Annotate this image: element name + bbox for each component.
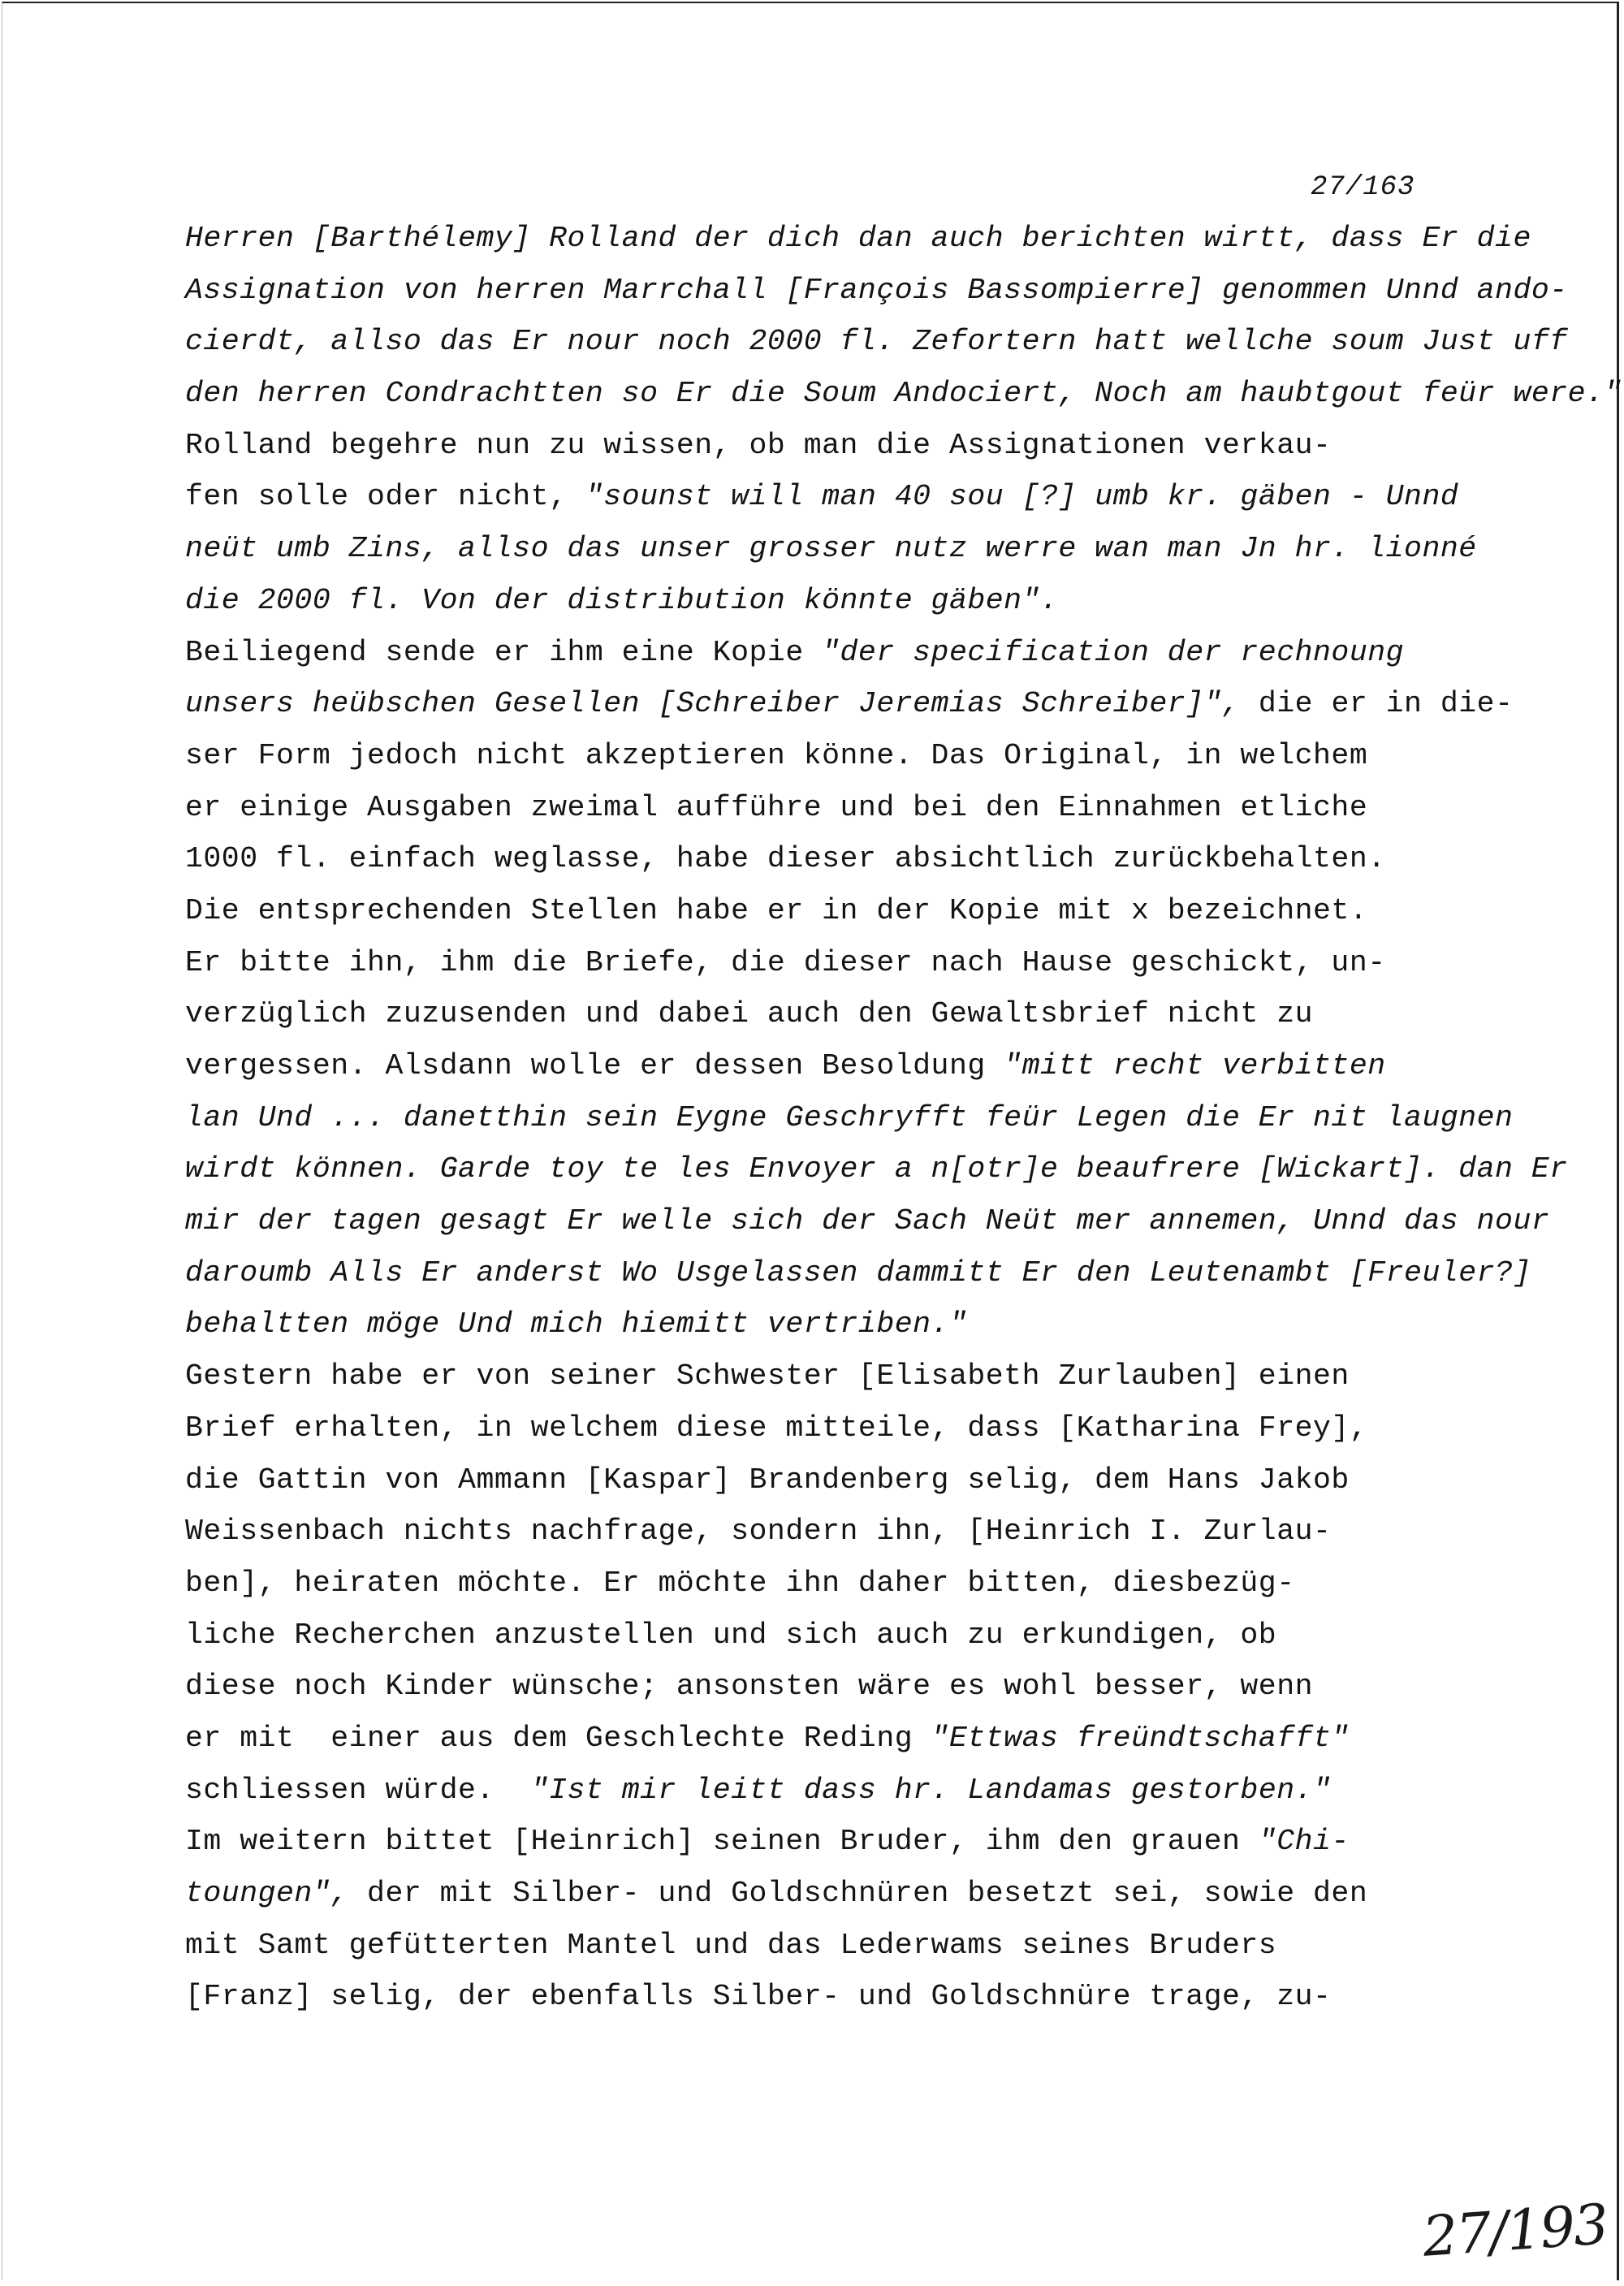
text-line bbox=[185, 1040, 1492, 1092]
text-line bbox=[185, 1092, 1514, 1144]
text-line bbox=[185, 678, 1514, 730]
summary-text: Beiliegend sende er ihm eine Kopie bbox=[185, 635, 823, 669]
text-line bbox=[185, 782, 1492, 834]
text-line bbox=[185, 1610, 1492, 1662]
text-line bbox=[185, 471, 1492, 523]
summary-text: mit Samt gefütterten Mantel und das Lederwams seines Bruders bbox=[185, 1928, 1277, 1962]
quoted-source-text: wirdt können. Garde toy te les Envoyer a n[otr]e beaufrere [Wickart]. dan Er bbox=[185, 1152, 1568, 1186]
text-line bbox=[185, 1971, 1492, 2023]
summary-text: diese noch Kinder wünsche; ansonsten wäre es wohl besser, wenn bbox=[185, 1670, 1314, 1704]
text-line bbox=[185, 937, 1492, 989]
quoted-source-text: Assignation von herren Marrchall [François Bassompierre] genommen Unnd ando- bbox=[185, 273, 1568, 307]
text-line bbox=[185, 885, 1492, 937]
quoted-source-text: die 2000 fl. Von der distribution könnte gäben". bbox=[185, 583, 1059, 617]
text-line bbox=[185, 627, 1492, 679]
text-line bbox=[185, 1558, 1492, 1610]
text-line bbox=[185, 1868, 1492, 1920]
summary-text: liche Recherchen anzustellen und sich auch zu erkundigen, ob bbox=[185, 1618, 1277, 1652]
text-line bbox=[185, 575, 1492, 627]
summary-text: Rolland begehre nun zu wissen, ob man die Assignationen verkau- bbox=[185, 428, 1332, 462]
quoted-source-text: cierdt, allso das Er nour noch 2000 fl. Zefortern hatt wellche soum Just uff bbox=[185, 325, 1568, 359]
summary-text: Im weitern bittet [Heinrich] seinen Bruder, ihm den grauen bbox=[185, 1825, 1259, 1859]
quoted-source-text: Herren [Barthélemy] Rolland der dich dan auch berichten wirtt, dass Er die bbox=[185, 222, 1531, 255]
quoted-source-text: "mitt recht verbitten bbox=[1004, 1049, 1386, 1083]
summary-text: Gestern habe er von seiner Schwester [Elisabeth Zurlauben] einen bbox=[185, 1359, 1350, 1394]
quoted-source-text: "sounst will man 40 sou [?] umb kr. gäben - Unnd bbox=[585, 480, 1459, 514]
summary-text: fen solle oder nicht, bbox=[185, 480, 585, 514]
text-line bbox=[185, 1195, 1550, 1247]
summary-text: 1000 fl. einfach weglasse, habe dieser absichtlich zurückbehalten. bbox=[185, 842, 1386, 876]
summary-text: Er bitte ihn, ihm die Briefe, die dieser nach Hause geschickt, un- bbox=[185, 945, 1386, 979]
text-line bbox=[185, 1454, 1492, 1506]
summary-text: Die entsprechenden Stellen habe er in der Kopie mit x bezeichnet. bbox=[185, 893, 1368, 927]
quoted-source-text: daroumb Alls Er anderst Wo Usgelassen dammitt Er den Leutenambt [Freuler?] bbox=[185, 1255, 1531, 1290]
summary-text: Brief erhalten, in welchem diese mitteile, dass [Katharina Frey], bbox=[185, 1411, 1368, 1445]
summary-text: die Gattin von Ammann [Kaspar] Brandenberg selig, dem Hans Jakob bbox=[185, 1463, 1350, 1497]
text-line bbox=[185, 1661, 1492, 1713]
quoted-source-text: unsers heübschen Gesellen [Schreiber Jeremias Schreiber]", bbox=[185, 687, 1241, 721]
quoted-source-text: behaltten möge Und mich hiemitt vertriben." bbox=[185, 1307, 968, 1342]
text-line bbox=[185, 1350, 1492, 1402]
text-line bbox=[185, 1402, 1492, 1454]
page-number: 27/163 bbox=[1311, 172, 1415, 203]
text-line bbox=[185, 1143, 1568, 1195]
text-line bbox=[185, 1816, 1492, 1868]
text-line bbox=[185, 730, 1492, 782]
text-line bbox=[185, 368, 1622, 420]
summary-text: Weissenbach nichts nachfrage, sondern ihn, [Heinrich I. Zurlau- bbox=[185, 1515, 1332, 1549]
quoted-source-text: toungen", bbox=[185, 1877, 349, 1910]
summary-text: er einige Ausgaben zweimal aufführe und bei den Einnahmen etliche bbox=[185, 790, 1368, 824]
summary-text: er mit einer aus dem Geschlechte Reding bbox=[185, 1721, 931, 1755]
text-line bbox=[185, 1920, 1492, 1972]
text-line bbox=[185, 420, 1492, 472]
quoted-source-text: neüt umb Zins, allso das unser grosser nutz werre wan man Jn hr. lionné bbox=[185, 532, 1477, 566]
text-line bbox=[185, 213, 1531, 265]
text-line bbox=[185, 265, 1568, 317]
text-line bbox=[185, 1247, 1531, 1299]
text-line bbox=[185, 988, 1492, 1040]
text-line bbox=[185, 1506, 1492, 1558]
text-line bbox=[185, 1299, 1492, 1350]
quoted-source-text: "Ettwas freündtschafft" bbox=[931, 1721, 1350, 1755]
quoted-source-text: den herren Condrachtten so Er die Soum Andociert, Noch am haubtgout feür were." bbox=[185, 377, 1622, 411]
quoted-source-text: "Ist mir leitt dass hr. Landamas gestorben." bbox=[530, 1773, 1332, 1807]
summary-text: vergessen. Alsdann wolle er dessen Besoldung bbox=[185, 1049, 1004, 1083]
text-line bbox=[185, 316, 1568, 368]
summary-text: der mit Silber- und Goldschnüren besetzt sei, sowie den bbox=[348, 1877, 1368, 1910]
summary-text: die er in die- bbox=[1240, 687, 1514, 721]
quoted-source-text: "der specification der rechnoung bbox=[822, 635, 1405, 669]
text-line bbox=[185, 1713, 1492, 1765]
summary-text: ben], heiraten möchte. Er möchte ihn daher bitten, diesbezüg- bbox=[185, 1566, 1295, 1600]
text-line bbox=[185, 523, 1492, 575]
summary-text: schliessen würde. bbox=[185, 1773, 531, 1807]
body-text bbox=[185, 213, 1622, 2023]
text-line bbox=[185, 1765, 1492, 1817]
text-line bbox=[185, 833, 1492, 885]
quoted-source-text: mir der tagen gesagt Er welle sich der Sach Neüt mer annemen, Unnd das nour bbox=[185, 1204, 1550, 1238]
quoted-source-text: "Chi- bbox=[1258, 1825, 1350, 1859]
quoted-source-text: lan Und ... danetthin sein Eygne Geschryfft feür Legen die Er nit laugnen bbox=[185, 1100, 1514, 1134]
handwritten-page-number: 27/193 bbox=[1420, 2193, 1609, 2270]
summary-text: verzüglich zuzusenden und dabei auch den Gewaltsbrief nicht zu bbox=[185, 997, 1314, 1031]
summary-text: ser Form jedoch nicht akzeptieren könne. Das Original, in welchem bbox=[185, 738, 1368, 772]
summary-text: [Franz] selig, der ebenfalls Silber- und Goldschnüre trage, zu- bbox=[185, 1980, 1332, 2014]
